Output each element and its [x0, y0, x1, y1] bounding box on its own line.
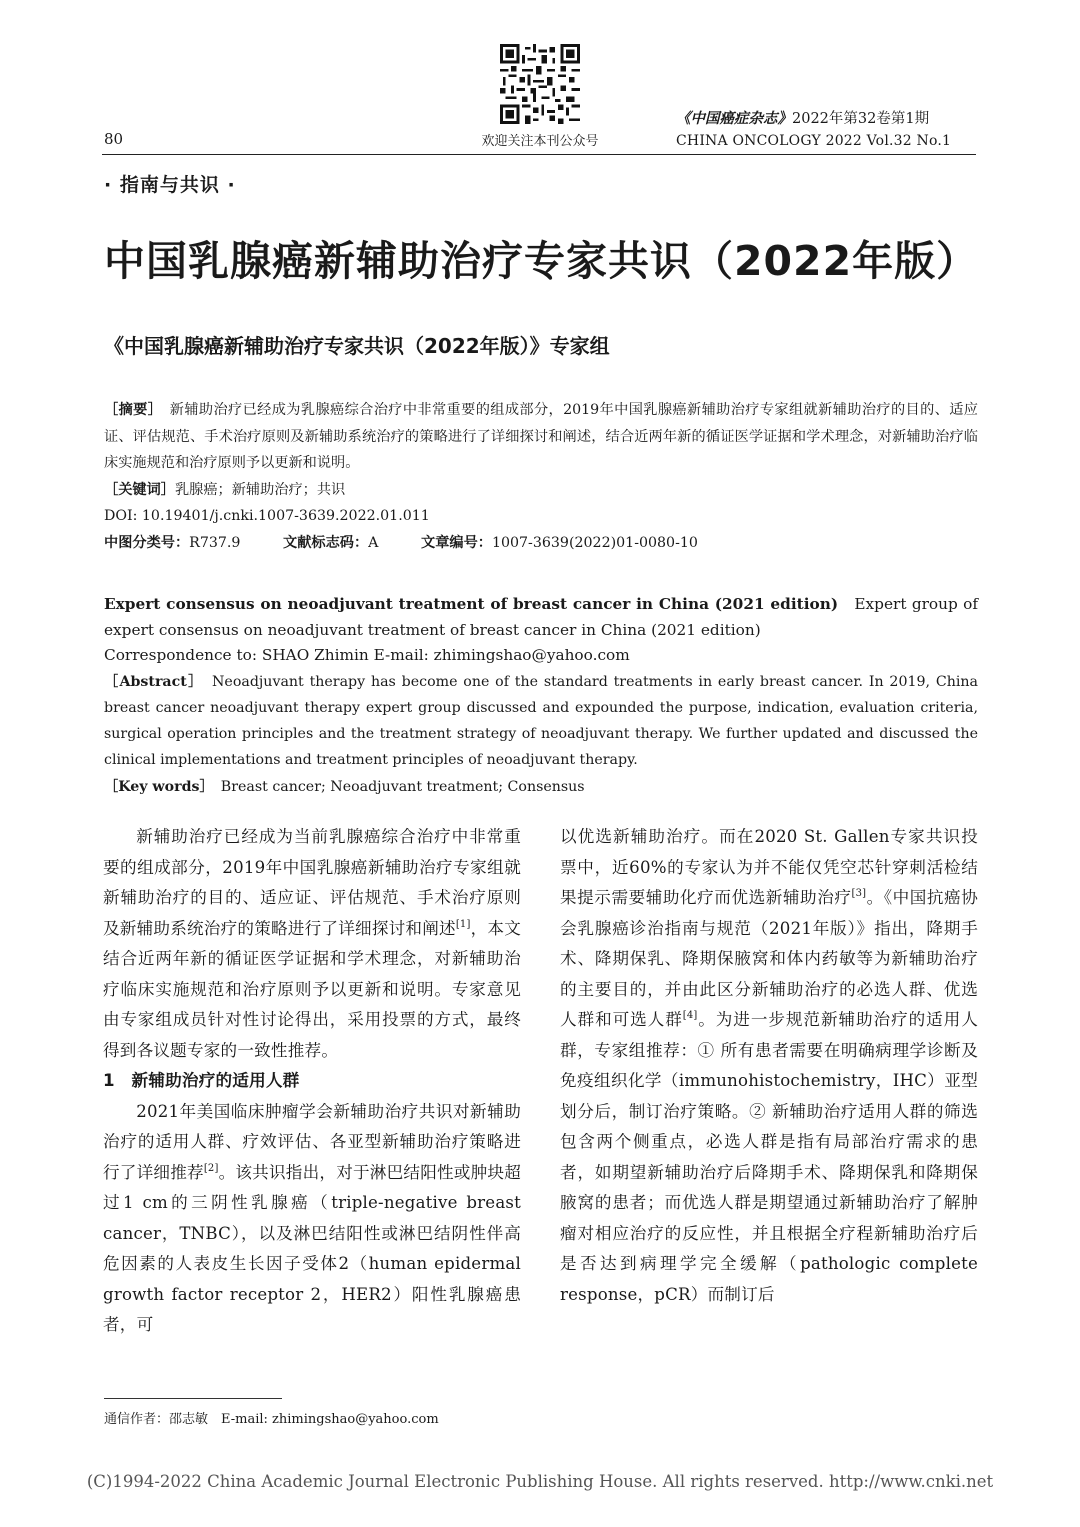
- english-abstract: [104, 592, 978, 800]
- reference-marker[interactable]: [3]: [851, 888, 867, 899]
- body-paragraph: [560, 822, 978, 1310]
- doc-code-label: 文献标志码：: [283, 534, 369, 551]
- doi: DOI: 10.19401/j.cnki.1007-3639.2022.01.011: [104, 508, 430, 524]
- reference-marker[interactable]: [1]: [455, 918, 471, 930]
- doc-code-value: A: [368, 534, 379, 551]
- body-text: 。《中国抗癌协会乳腺癌诊治指南与规范（2021年版）》指出，降期手术、降期保乳、降期保腋窝和体内药敏等为新辅助治疗的主要目的，并由此区分新辅助治疗的必选人群、优选人群和可选人群: [560, 888, 978, 1029]
- body-text: 新辅助治疗已经成为当前乳腺癌综合治疗中非常重要的组成部分，2019年中国乳腺癌新辅助治疗专家组就新辅助治疗的目的、适应证、评估规范、手术治疗原则及新辅助系统治疗的策略进行了详细探讨和阐述: [103, 827, 521, 938]
- header-divider: [102, 154, 976, 155]
- correspondence-footnote: 通信作者：邵志敏 E-mail: zhimingshao@yahoo.com: [104, 1412, 439, 1427]
- clc-value: R737.9: [189, 534, 241, 551]
- clc-label: 中图分类号：: [104, 534, 190, 551]
- body-text: 2021年美国临床肿瘤学会新辅助治疗共识对新辅助治疗的适用人群、疗效评估、各亚型新辅助治疗策略进行了详细推荐: [103, 1101, 521, 1182]
- abstract-cn-paragraph: [104, 397, 978, 477]
- abstract-cn-label: ［摘要］: [104, 402, 156, 418]
- article-no-label: 文章编号：: [421, 534, 492, 551]
- section-tag: · 指南与共识 ·: [104, 174, 236, 196]
- body-text: ，本文结合近两年新的循证医学证据和学术理念，对新辅助治疗临床实施规范和治疗原则予以更新和说明。专家意见由专家组成员针对性讨论得出，采用投票的方式，最终得到各议题专家的一致性推荐。: [103, 918, 521, 1060]
- english-abstract-paragraph: [104, 669, 978, 774]
- body-paragraph: [103, 1097, 521, 1341]
- correspondence: Correspondence to: SHAO Zhimin E-mail: zhimingshao@yahoo.com: [104, 646, 630, 664]
- journal-info: [676, 108, 976, 152]
- keywords-cn: [104, 477, 978, 504]
- body-paragraph: [103, 822, 521, 1066]
- keywords-cn-text: 乳腺癌；新辅助治疗；共识: [174, 481, 346, 498]
- body-text: 以优选新辅助治疗。而在2020 St. Gallen专家共识投票中，近60%的专家认为并不能仅凭空芯针穿刺活检结果提示需要辅助化疗而优选新辅助治疗: [560, 827, 978, 907]
- section-heading: 1 新辅助治疗的适用人群: [103, 1071, 300, 1090]
- body-column-right: [560, 822, 978, 1310]
- english-authors: Expert group of expert consensus on neoadjuvant treatment of breast cancer in China (2021 edition): [104, 595, 978, 639]
- journal-cn: [676, 108, 976, 130]
- journal-cn-name: 《中国癌症杂志》: [676, 110, 792, 127]
- english-abstract-text: Neoadjuvant therapy has become one of the standard treatments in early breast cancer. In 2019, China breast cancer neoadjuvant therapy expert group discussed and expounded the purpose, indication, evaluation criteria, surgical operation principles and the treatment strategy of neoadjuvant therapy. We further updated and discussed the clinical implementations and treatment principles of neoadjuvant therapy.: [104, 673, 978, 769]
- journal-en: CHINA ONCOLOGY 2022 Vol.32 No.1: [676, 133, 952, 149]
- english-title: Expert consensus on neoadjuvant treatment of breast cancer in China (2021 edition): [104, 595, 839, 613]
- abstract-cn: [104, 397, 978, 556]
- qr-code-icon: [500, 44, 580, 124]
- body-text: 。为进一步规范新辅助治疗的适用人群，专家组推荐：① 所有患者需要在明确病理学诊断及免疫组织化学（immunohistochemistry，IHC）亚型划分后，制订治疗策略。② 新辅助治疗适用人群的筛选包含两个侧重点，必选人群是指有局部治疗需求的患者，如期望新辅助治疗后降期手术、降期保乳和降期保腋窝的患者；而优选人群是期望通过新辅助治疗了解肿瘤对相应治疗的反应性，并且根据全疗程新辅助治疗后是否达到病理学完全缓解（pathologic complete response，pCR）而制订后: [560, 1010, 979, 1304]
- footnote-divider: [104, 1398, 282, 1399]
- classification-line: [104, 530, 978, 557]
- english-keywords-text: Breast cancer; Neoadjuvant treatment; Consensus: [220, 778, 585, 795]
- english-keywords-label: ［Key words］: [104, 778, 207, 795]
- body-column-left: [103, 822, 521, 1341]
- body-text: 。该共识指出，对于淋巴结阳性或肿块超过1 cm的三阴性乳腺癌（triple-negative breast cancer，TNBC），以及淋巴结阳性或淋巴结阴性伴高危因素的人表皮生长因子受体2（human epidermal growth factor receptor 2，HER2）阳性乳腺癌患者，可: [103, 1162, 521, 1334]
- article-title: 中国乳腺癌新辅助治疗专家共识（2022年版）: [104, 237, 979, 285]
- copyright-notice: (C)1994-2022 China Academic Journal Electronic Publishing House. All rights reserved. http://www.cnki.net: [86, 1472, 994, 1491]
- article-no-value: 1007-3639(2022)01-0080-10: [491, 534, 698, 551]
- english-keywords: [104, 774, 978, 800]
- keywords-cn-label: ［关键词］: [104, 481, 175, 498]
- english-title-line: [104, 592, 978, 643]
- page-number: 80: [104, 130, 124, 148]
- english-abstract-label: ［Abstract］: [104, 673, 197, 690]
- article-authors: 《中国乳腺癌新辅助治疗专家共识（2022年版）》专家组: [104, 334, 610, 358]
- qr-caption: 欢迎关注本刊公众号: [481, 134, 599, 149]
- journal-cn-issue: 2022年第32卷第1期: [792, 111, 930, 127]
- reference-marker[interactable]: [4]: [682, 1010, 698, 1021]
- abstract-cn-text: 新辅助治疗已经成为乳腺癌综合治疗中非常重要的组成部分，2019年中国乳腺癌新辅助治疗专家组就新辅助治疗的目的、适应证、评估规范、手术治疗原则及新辅助系统治疗的策略进行了详细探讨和阐述，结合近两年新的循证医学证据和学术理念，对新辅助治疗临床实施规范和治疗原则予以更新和说明。: [104, 402, 978, 471]
- reference-marker[interactable]: [2]: [203, 1162, 219, 1174]
